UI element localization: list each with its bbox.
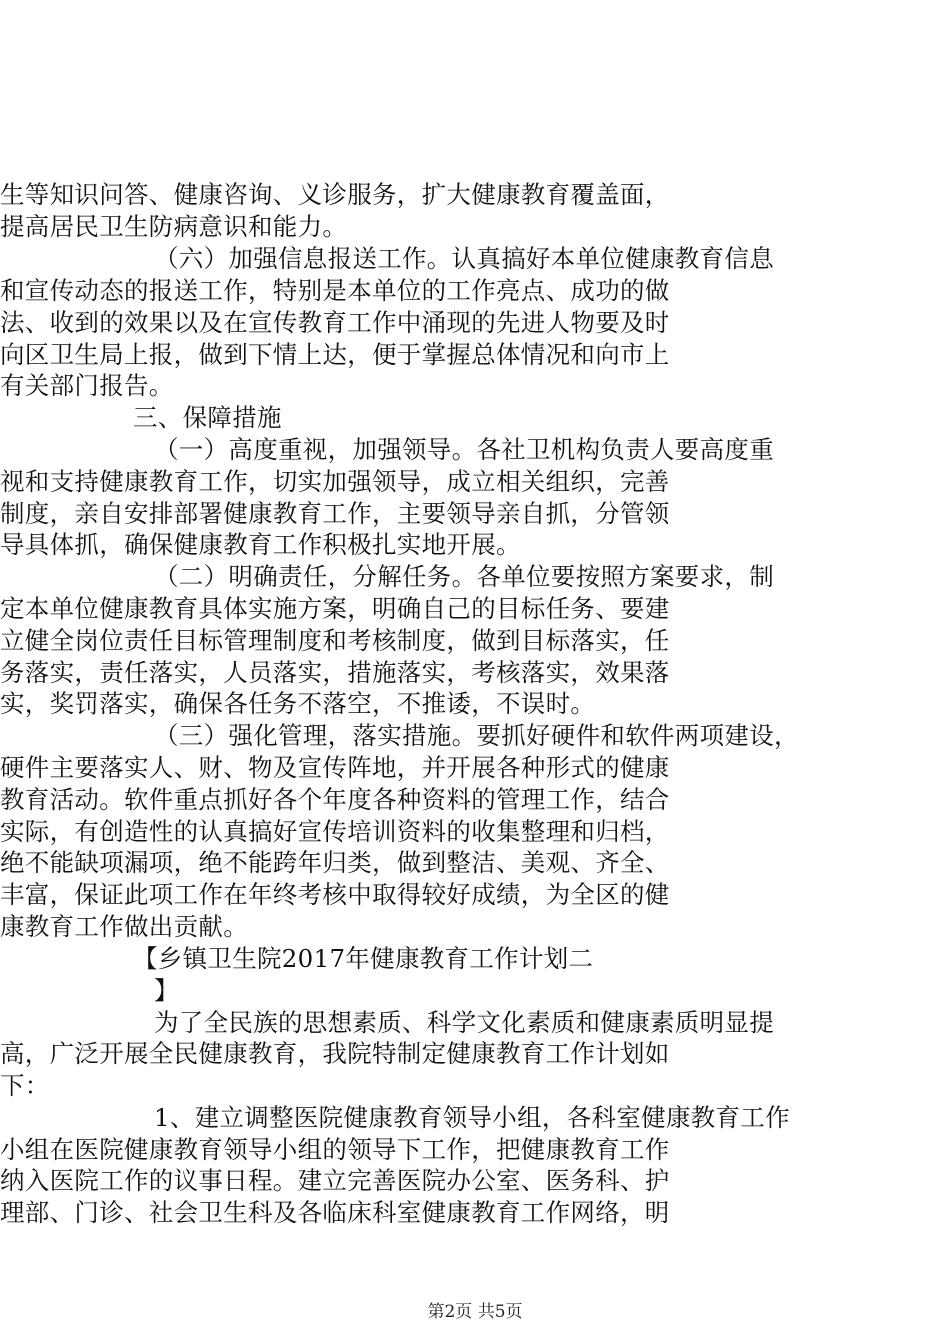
text-line: （六）加强信息报送工作。认真搞好本单位健康教育信息	[154, 244, 774, 273]
text-line: 纳入医院工作的议事日程。建立完善医院办公室、医务科、护	[0, 1166, 670, 1195]
text-line: （一）高度重视，加强领导。各社卫机构负责人要高度重	[154, 435, 774, 464]
text-line: 为了全民族的思想素质、科学文化素质和健康素质明显提	[154, 1008, 774, 1037]
text-line: 下：	[0, 1071, 50, 1100]
text-line: 绝不能缺项漏项，绝不能跨年归类，做到整洁、美观、齐全、	[0, 848, 670, 877]
text-line: 法、收到的效果以及在宣传教育工作中涌现的先进人物要及时	[0, 308, 670, 337]
text-line: （二）明确责任，分解任务。各单位要按照方案要求，制	[154, 562, 774, 591]
text-line: 高，广泛开展全民健康教育，我院特制定健康教育工作计划如	[0, 1039, 670, 1068]
text-line: 定本单位健康教育具体实施方案，明确自己的目标任务、要建	[0, 594, 670, 623]
text-line: 教育活动。软件重点抓好各个年度各种资料的管理工作，结合	[0, 785, 670, 814]
text-line: 小组在医院健康教育领导小组的领导下工作，把健康教育工作	[0, 1135, 670, 1164]
text-line: 和宣传动态的报送工作，特别是本单位的工作亮点、成功的做	[0, 276, 670, 305]
text-line: 理部、门诊、社会卫生科及各临床科室健康教育工作网络，明	[0, 1198, 670, 1227]
text-line: 导具体抓，确保健康教育工作积极扎实地开展。	[0, 530, 521, 559]
text-line: 硬件主要落实人、财、物及宣传阵地，并开展各种形式的健康	[0, 753, 670, 782]
text-line: 康教育工作做出贡献。	[0, 912, 248, 941]
plan-title-bracket: 】	[154, 976, 179, 1005]
text-line: （三）强化管理，落实措施。要抓好硬件和软件两项建设，	[154, 721, 799, 750]
section-heading: 三、保障措施	[133, 403, 282, 432]
text-line: 实，奖罚落实，确保各任务不落空，不推诿，不误时。	[0, 689, 596, 718]
text-line: 1、建立调整医院健康教育领导小组，各科室健康教育工作	[154, 1103, 790, 1132]
text-line: 丰富，保证此项工作在年终考核中取得较好成绩，为全区的健	[0, 880, 670, 909]
text-line: 生等知识问答、健康咨询、义诊服务，扩大健康教育覆盖面，	[0, 180, 670, 209]
plan-title: 【乡镇卫生院2017年健康教育工作计划二	[133, 944, 594, 973]
text-line: 视和支持健康教育工作，切实加强领导，成立相关组织，完善	[0, 467, 670, 496]
text-line: 向区卫生局上报，做到下情上达，便于掌握总体情况和向市上	[0, 340, 670, 369]
text-line: 制度，亲自安排部署健康教育工作，主要领导亲自抓，分管领	[0, 499, 670, 528]
page-number: 第2页 共5页	[427, 1302, 523, 1322]
text-line: 提高居民卫生防病意识和能力。	[0, 212, 348, 241]
text-line: 有关部门报告。	[0, 371, 174, 400]
text-line: 实际，有创造性的认真搞好宣传培训资料的收集整理和归档，	[0, 817, 670, 846]
text-line: 务落实，责任落实，人员落实，措施落实，考核落实，效果落	[0, 658, 670, 687]
text-line: 立健全岗位责任目标管理制度和考核制度，做到目标落实，任	[0, 626, 670, 655]
